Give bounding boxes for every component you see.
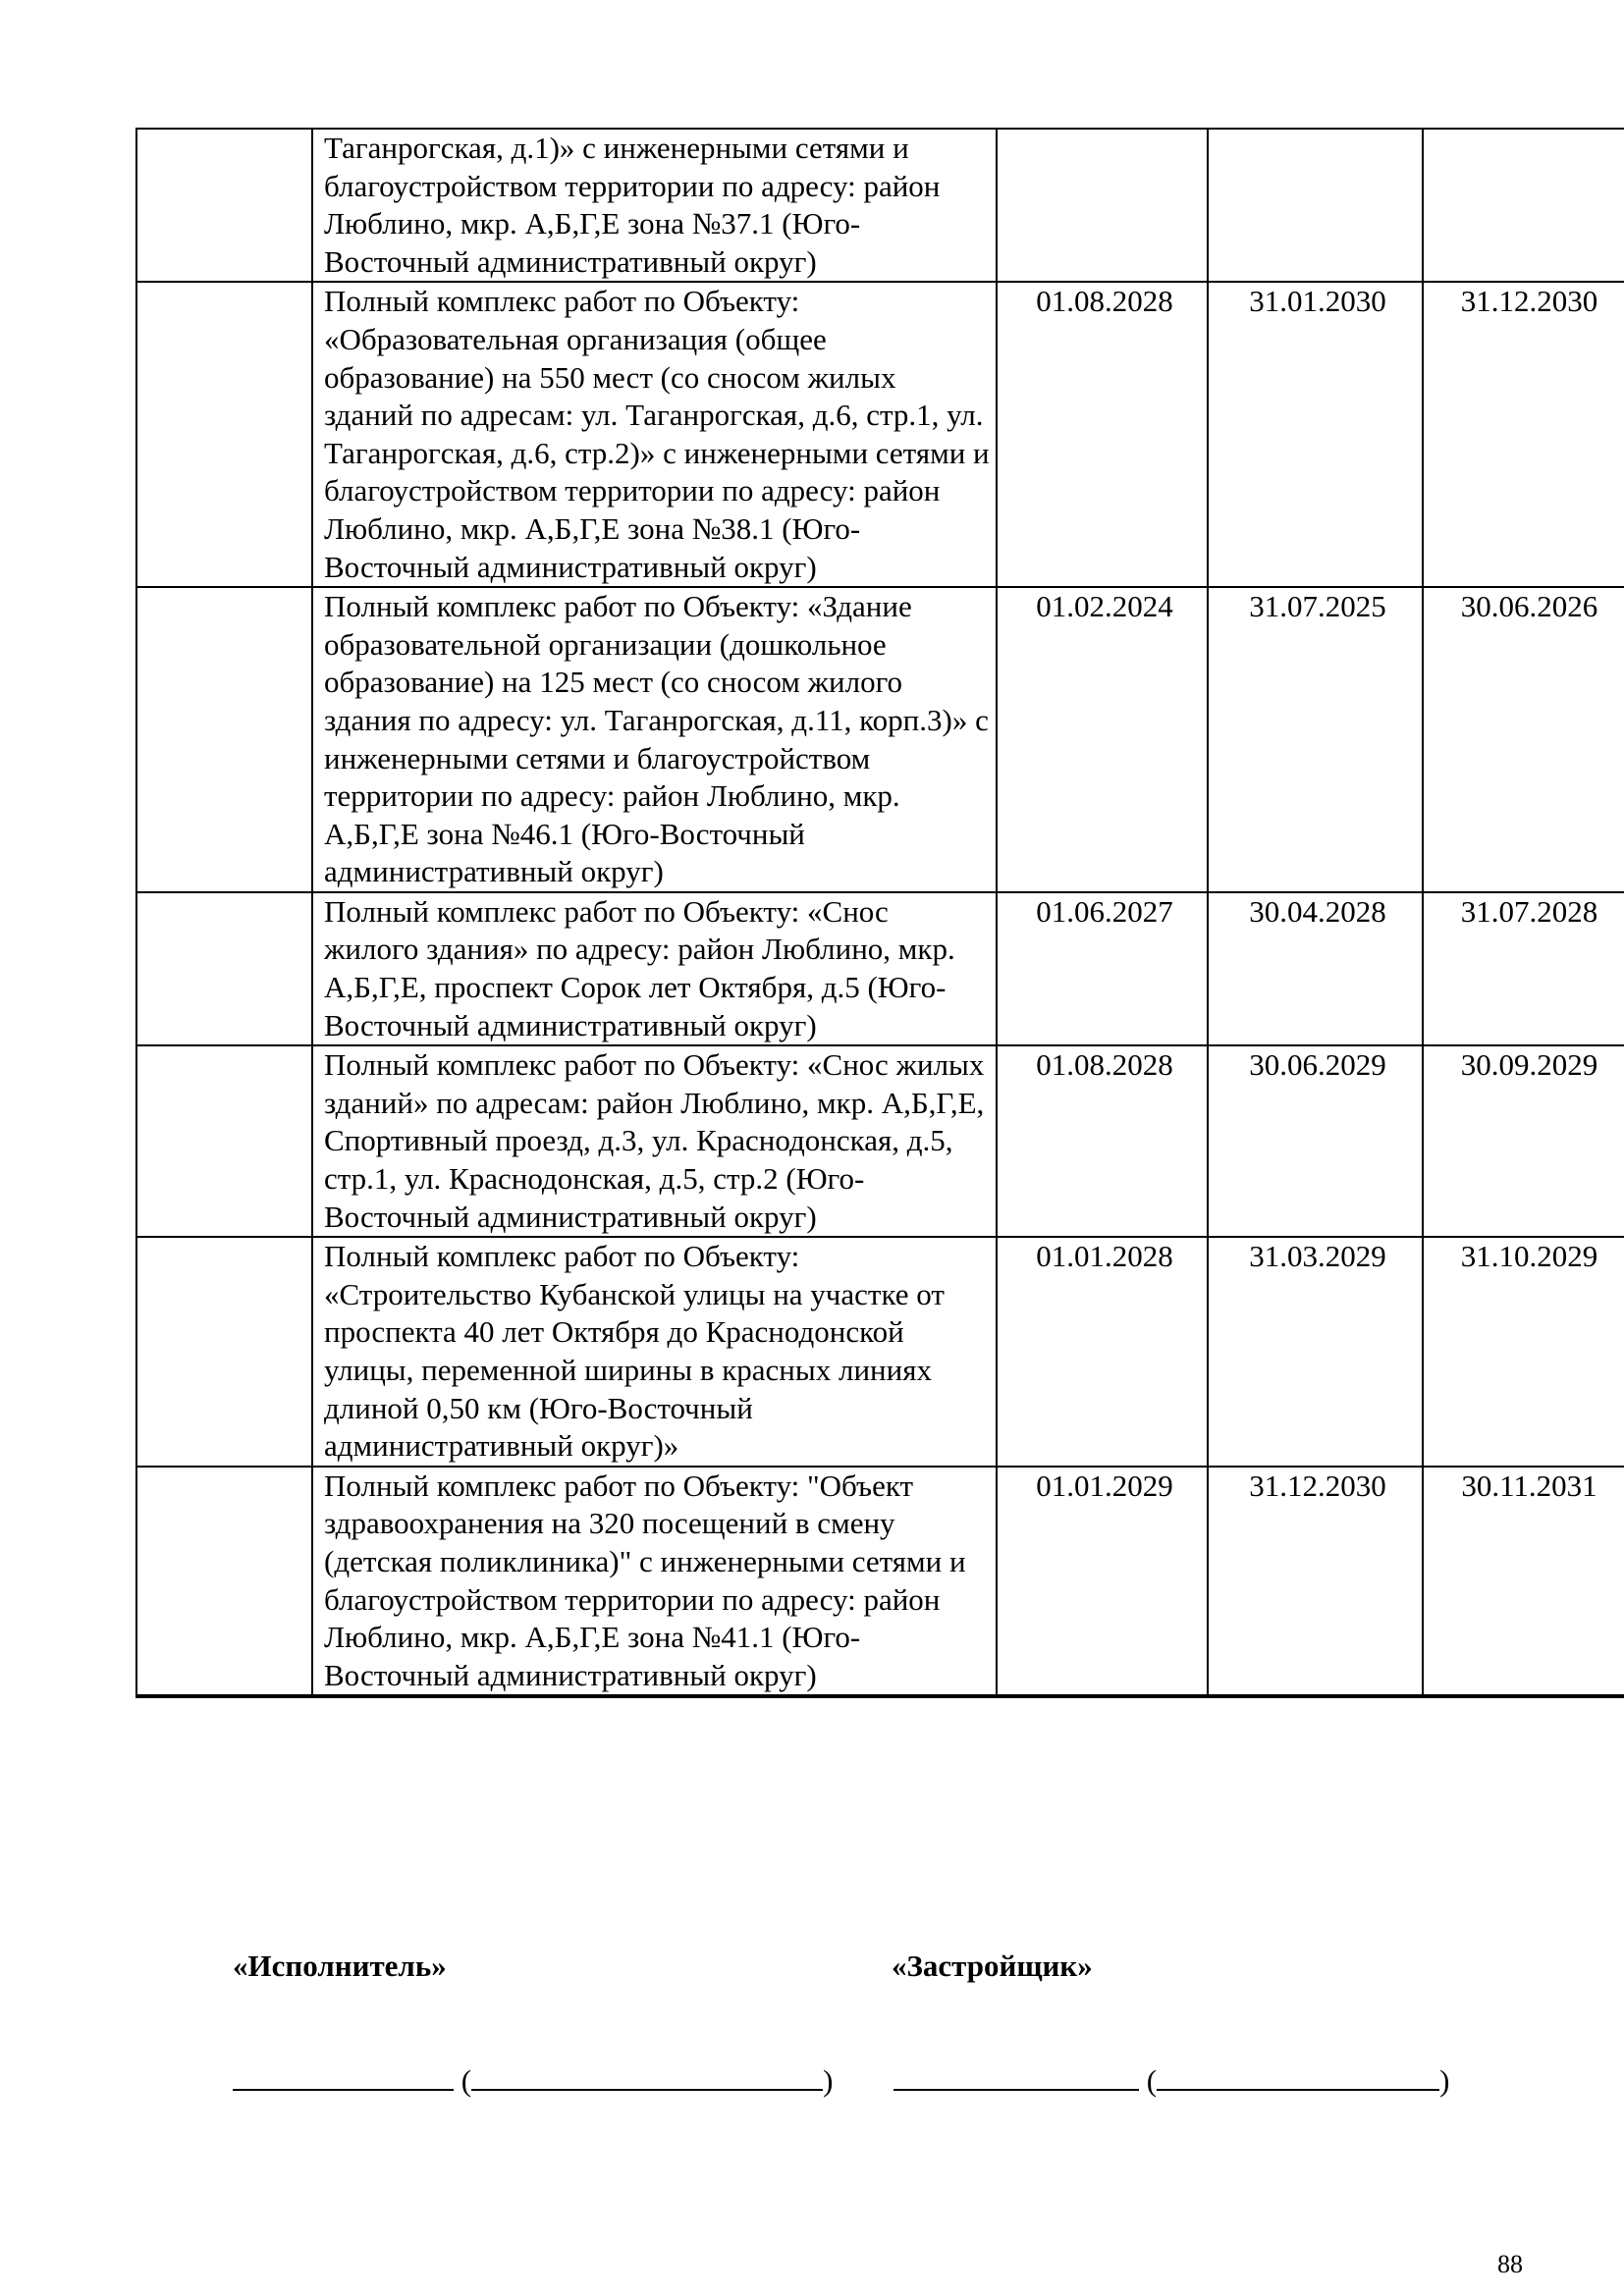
end-date-cell: 31.03.2029: [1208, 1237, 1423, 1467]
final-date-cell: 30.06.2026: [1423, 587, 1624, 892]
row-number-cell: [136, 1045, 312, 1237]
table-row: [136, 1237, 1624, 1467]
final-date-cell: 31.07.2028: [1423, 892, 1624, 1045]
start-date-cell: 01.01.2028: [997, 1237, 1208, 1467]
name-blank: [1157, 2059, 1439, 2091]
start-date-cell: 01.06.2027: [997, 892, 1208, 1045]
table-row: [136, 587, 1624, 892]
works-schedule-table: [135, 128, 1624, 1698]
start-date-cell: 01.02.2024: [997, 587, 1208, 892]
row-number-cell: [136, 282, 312, 587]
start-date-cell: 01.01.2029: [997, 1467, 1208, 1697]
end-date-cell: 31.12.2030: [1208, 1467, 1423, 1697]
row-number-cell: [136, 129, 312, 282]
start-date-cell: [997, 129, 1208, 282]
final-date-cell: 31.12.2030: [1423, 282, 1624, 587]
row-number-cell: [136, 1467, 312, 1697]
row-number-cell: [136, 1237, 312, 1467]
start-date-cell: 01.08.2028: [997, 1045, 1208, 1237]
signature-blank: [233, 2059, 454, 2091]
row-number-cell: [136, 892, 312, 1045]
final-date-cell: 31.10.2029: [1423, 1237, 1624, 1467]
end-date-cell: 30.06.2029: [1208, 1045, 1423, 1237]
work-description-cell: Полный комплекс работ по Объекту: «Здание образовательной организации (дошкольное образование) на 125 мест (со сносом жилого здания по адресу: ул. Таганрогская, д.11, корп.3)» с инженерными сетями и благоустройством территории по адресу: район Люблино, мкр. А,Б,Г,Е зона №46.1 (Юго-Восточный административный округ): [312, 587, 997, 892]
executor-label: «Исполнитель»: [233, 1949, 447, 1983]
work-description-cell: Полный комплекс работ по Объекту: «Строительство Кубанской улицы на участке от проспекта 40 лет Октября до Краснодонской улицы, переменной ширины в красных линиях длиной 0,50 км (Юго-Восточный административный округ)»: [312, 1237, 997, 1467]
table-row: [136, 1045, 1624, 1237]
name-blank: [471, 2059, 823, 2091]
end-date-cell: 31.01.2030: [1208, 282, 1423, 587]
work-description-cell: Полный комплекс работ по Объекту: «Образовательная организация (общее образование) на 550 мест (со сносом жилых зданий по адресам: ул. Таганрогская, д.6, стр.1, ул. Таганрогская, д.6, стр.2)» с инженерными сетями и благоустройством территории по адресу: район Люблино, мкр. А,Б,Г,Е зона №38.1 (Юго-Восточный административный округ): [312, 282, 997, 587]
end-date-cell: 31.07.2025: [1208, 587, 1423, 892]
table-row: [136, 892, 1624, 1045]
work-description-cell: Полный комплекс работ по Объекту: "Объект здравоохранения на 320 посещений в смену (детская поликлиника)" с инженерными сетями и благоустройством территории по адресу: район Люблино, мкр. А,Б,Г,Е зона №41.1 (Юго-Восточный административный округ): [312, 1467, 997, 1697]
page-number: 88: [1497, 2250, 1523, 2278]
executor-signature-line: [233, 2059, 833, 2099]
table-row: [136, 282, 1624, 587]
final-date-cell: 30.09.2029: [1423, 1045, 1624, 1237]
developer-label: «Застройщик»: [892, 1949, 1093, 1983]
open-paren: (: [1146, 2063, 1158, 2098]
final-date-cell: [1423, 129, 1624, 282]
work-description-cell: Полный комплекс работ по Объекту: «Снос жилого здания» по адресу: район Люблино, мкр. А,Б,Г,Е, проспект Сорок лет Октября, д.5 (Юго-Восточный административный округ): [312, 892, 997, 1045]
table-row: [136, 129, 1624, 282]
start-date-cell: 01.08.2028: [997, 282, 1208, 587]
developer-signature-line: [893, 2059, 1449, 2099]
signature-blank: [893, 2059, 1139, 2091]
final-date-cell: 30.11.2031: [1423, 1467, 1624, 1697]
close-paren: ): [823, 2063, 834, 2098]
work-description-cell: Таганрогская, д.1)» с инженерными сетями и благоустройством территории по адресу: район Люблино, мкр. А,Б,Г,Е зона №37.1 (Юго-Восточный административный округ): [312, 129, 997, 282]
close-paren: ): [1439, 2063, 1450, 2098]
work-description-cell: Полный комплекс работ по Объекту: «Снос жилых зданий» по адресам: район Люблино, мкр. А,Б,Г,Е, Спортивный проезд, д.3, ул. Краснодонская, д.5, стр.1, ул. Краснодонская, д.5, стр.2 (Юго-Восточный административный округ): [312, 1045, 997, 1237]
end-date-cell: [1208, 129, 1423, 282]
end-date-cell: 30.04.2028: [1208, 892, 1423, 1045]
table-row: [136, 1467, 1624, 1697]
row-number-cell: [136, 587, 312, 892]
open-paren: (: [460, 2063, 472, 2098]
